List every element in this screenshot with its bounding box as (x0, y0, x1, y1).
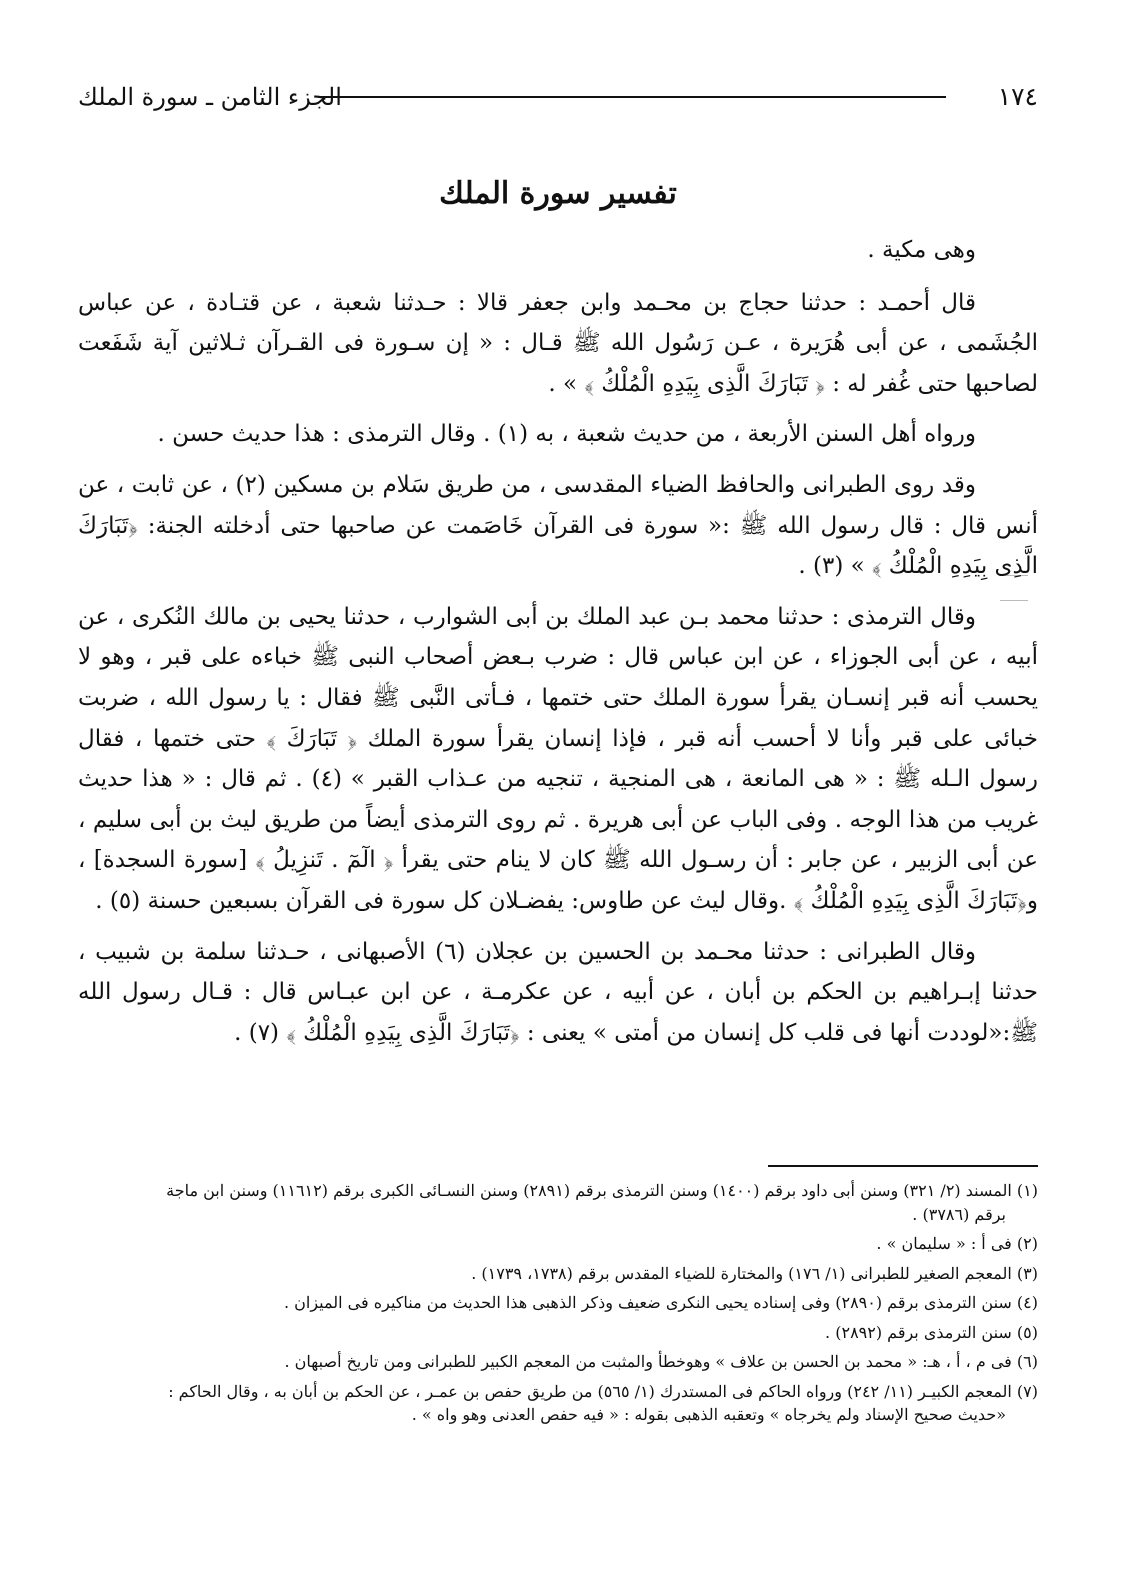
main-content (78, 172, 1038, 1063)
page-number: ١٧٤ (997, 82, 1038, 111)
footnote-text: سنن الترمذى برقم (٢٨٩٠) وفى إسناده يحيى النكرى ضعيف وذكر الذهبى هذا الحديث من مناكيره فى الميزان . (283, 1293, 1012, 1312)
footnote-text: المسند (٢/ ٣٢١) وسنن أبى داود برقم (١٤٠٠) وسنن الترمذى برقم (٢٨٩١) وسنن النسـائى الكبرى برقم (١١٦١٢) وسنن ابن ماجة (166, 1181, 1012, 1200)
footnote-text: المعجم الصغير للطبرانى (١/ ١٧٦) والمختارة للضياء المقدس برقم (١٧٣٨، ١٧٣٩) . (471, 1263, 1012, 1283)
footnote-number: (١) (1016, 1181, 1038, 1200)
footnote-number: (٦) (1016, 1352, 1038, 1371)
footnote (78, 1291, 1038, 1315)
surah-title: تفسير سورة الملك (439, 176, 677, 211)
footnote-text: فى م ، أ ، هـ: « محمد بن الحسن بن علاف » وهوخطأ والمثبت من المعجم الكبير للطبرانى ومن تاريخ أصبهان . (284, 1352, 1012, 1371)
footnote-text: المعجم الكبيـر (١١/ ٢٤٢) ورواه الحاكم فى المستدرك (١/ ٥٦٥) من طريق حفص بن عمـر ، عن الحكم بن أبان به ، وقال الحاكم : (168, 1381, 1012, 1401)
footnote (78, 1232, 1038, 1256)
footnote-number: (٧) (1016, 1381, 1038, 1401)
running-title: الجزء الثامن ـ سورة الملك (78, 83, 342, 111)
paragraph: وقال الطبرانى : حدثنا محـمد بن الحسين بن عجلان (٦) الأصبهانى ، حـدثنا سلمة بن شبيب ، حدثنا إبـراهيم بن الحكم بن أبان ، عن أبيه ، عن عكرمـة ، عن ابن عبـاس قال : قـال رسول الله ﷺ:«لوددت أنها فى قلب كل إنسان من أمتى » يعنى : ﴿تَبَارَكَ الَّذِى بِيَدِهِ الْمُلْكُ ﴾ (٧) . (78, 938, 1038, 1046)
footnote-rule (768, 1165, 1038, 1167)
footnote (78, 1380, 1038, 1427)
footnote (78, 1350, 1038, 1374)
footnote-number: (٤) (1016, 1293, 1038, 1312)
footnote-number: (٣) (1016, 1263, 1038, 1283)
paragraph: وقد روى الطبرانى والحافظ الضياء المقدسى ، من طريق سَلام بن مسكين (٢) ، عن ثابت ، عن أنس قال : قال رسول الله ﷺ :« سورة فى القرآن خَاصَمت عن صاحبها حتى أدخلته الجنة: ﴿تَبَارَكَ الَّذِى بِيَدِهِ الْمُلْكُ ﴾ » (٣) . (78, 471, 1038, 580)
paragraph: قال أحمـد : حدثنا حجاج بن محـمد وابن جعفر قالا : حـدثنا شعبة ، عن قتـادة ، عن عباس الجُشَمى ، عن أبى هُرَيرة ، عـن رَسُول الله ﷺ قـال : « إن سـورة فى القـرآن ثـلاثين آية شَفَعت لصاحبها حتى غُفر له : ﴿ تَبَارَكَ الَّذِى بِيَدِهِ الْمُلْكُ ﴾ » . (78, 289, 1038, 397)
page-header (78, 80, 1038, 120)
footnotes (78, 1165, 1038, 1433)
footnote-number: (٥) (1016, 1322, 1038, 1342)
footnote (78, 1179, 1038, 1226)
footnote-number: (٢) (1016, 1234, 1038, 1253)
footnote-text: فى أ : « سليمان » . (876, 1234, 1012, 1253)
header-rule (320, 96, 946, 98)
footnote-continuation: «حديث صحيح الإسناد ولم يخرجاه » وتعقبه الذهبى بقوله : « فيه حفص العدنى وهو واه » . (411, 1405, 1006, 1424)
footnote (78, 1321, 1038, 1345)
paragraph: ورواه أهل السنن الأربعة ، من حديث شعبة ، به (١) . وقال الترمذى : هذا حديث حسن . (157, 421, 976, 448)
footnote-continuation: برقم (٣٧٨٦) . (912, 1204, 1006, 1224)
paragraph: وهى مكية . (867, 237, 976, 263)
paragraph: وقال الترمذى : حدثنا محمد بـن عبد الملك بن أبى الشوارب ، حدثنا يحيى بن مالك النُكرى ، عن أبيه ، عن أبى الجوزاء ، عن ابن عباس قال : ضرب بـعض أصحاب النبى ﷺ خباءه على قبر ، وهو لا يحسب أنه قبر إنسـان يقرأ سورة الملك حتى ختمها ، فـأتى النَّبى ﷺ فقال : يا رسول الله ، ضربت خبائى على قبر وأنا لا أحسب أنه قبر ، فإذا إنسان يقرأ سورة الملك ﴿ تَبَارَكَ ﴾ حتى ختمها ، فقال رسول الـله ﷺ : « هى المانعة ، هى المنجية ، تنجيه من عـذاب القبر » (٤) . ثم قال : « هذا حديث غريب من هذا الوجه . وفى الباب عن أبى هريرة . ثم روى الترمذى أيضاً من طريق ليث بن أبى سليم ، عن أبى الزبير ، عن جابر : أن رسـول الله ﷺ كان لا ينام حتى يقرأ ﴿ الٓمٓ . تَنزِيلُ ﴾ [سورة السجدة] ، و﴿تَبَارَكَ الَّذِى بِيَدِهِ الْمُلْكُ ﴾ .وقال ليث عن طاوس: يفضـلان كل سورة فى القرآن بسبعين حسنة (٥) . (78, 603, 1039, 914)
footnote (78, 1262, 1038, 1286)
footnote-text: سنن الترمذى برقم (٢٨٩٢) . (825, 1322, 1012, 1342)
